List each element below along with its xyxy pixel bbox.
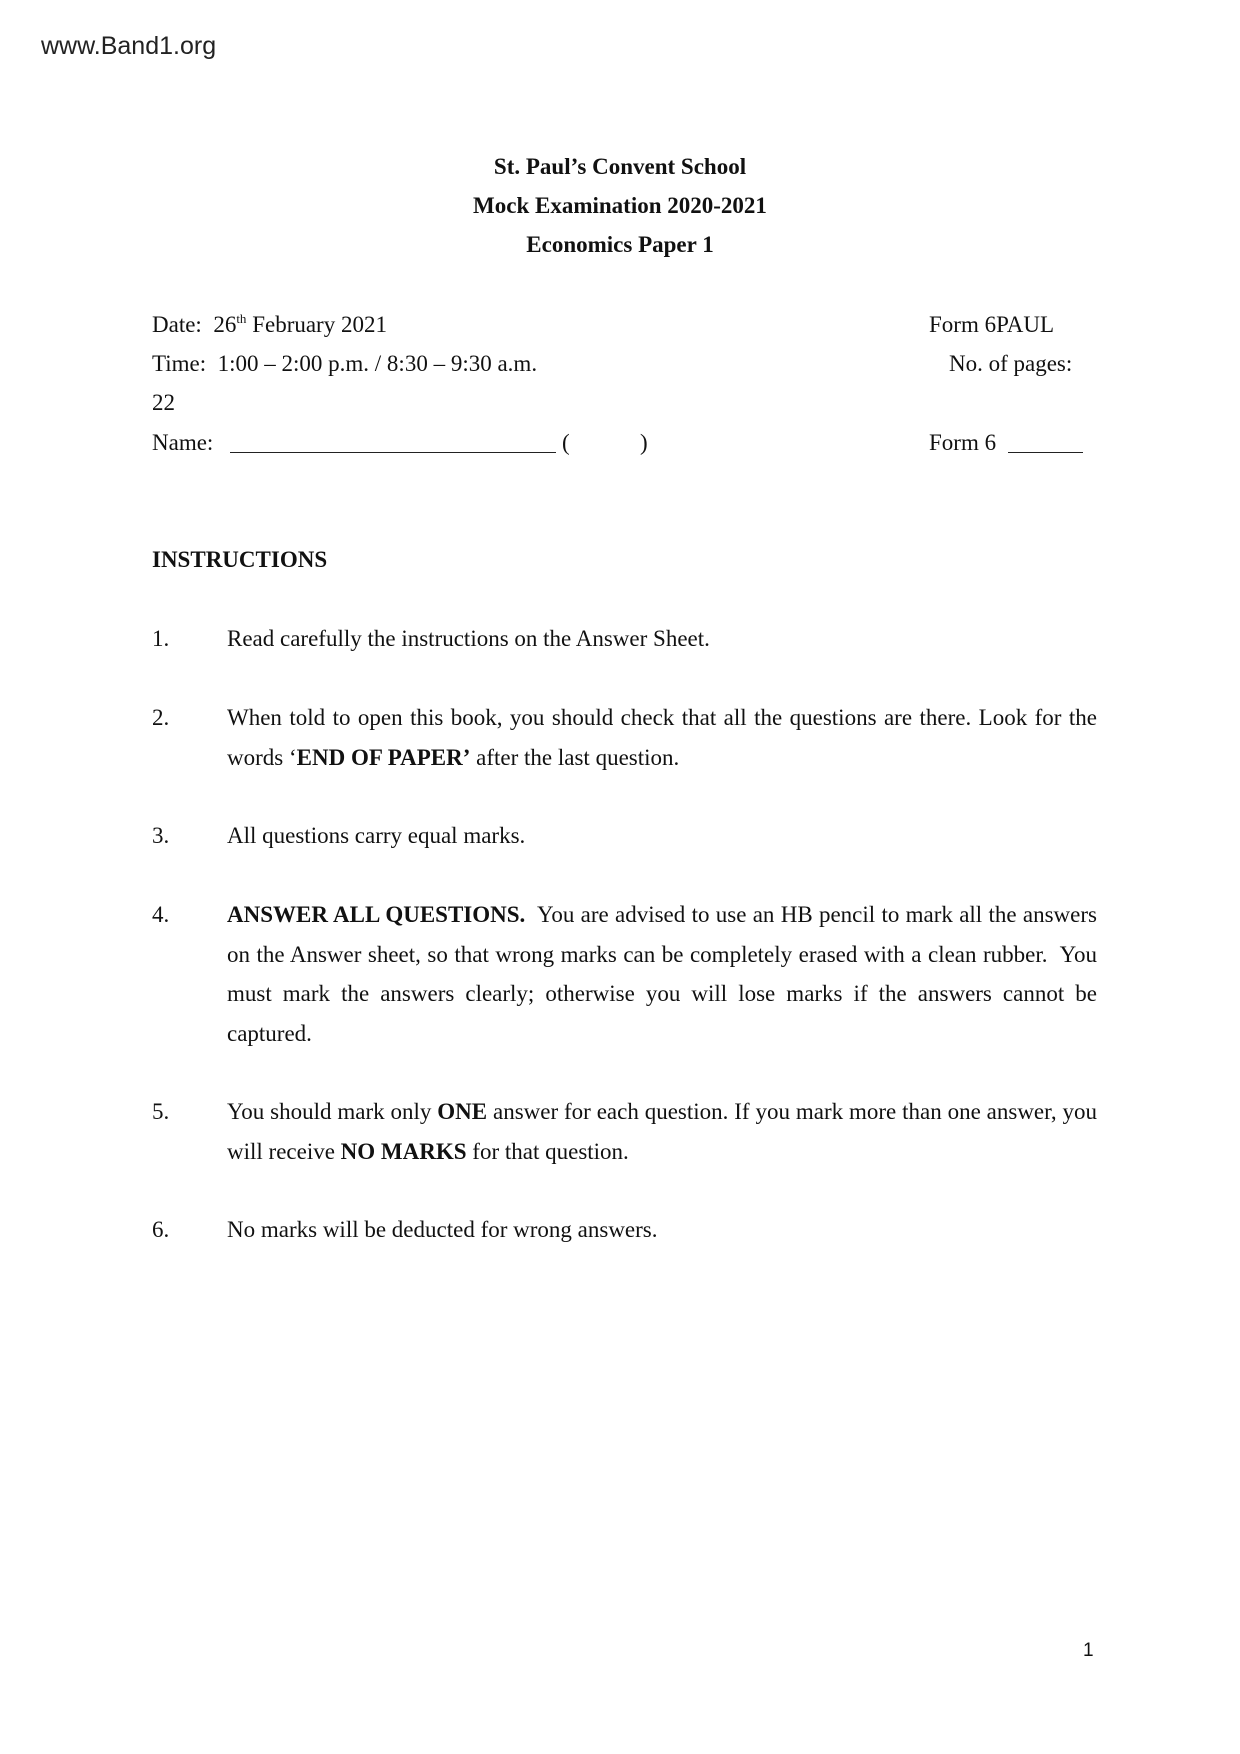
date-suffix: th — [236, 311, 247, 326]
pages-value: 22 — [152, 390, 175, 415]
item-number: 4. — [152, 902, 170, 927]
instruction-6: No marks will be deducted for wrong answers. — [227, 1217, 658, 1242]
item-number: 5. — [152, 1099, 170, 1124]
instruction-text: for that question. — [466, 1138, 629, 1164]
instruction-text: You should mark only — [227, 1099, 438, 1124]
date-label: Date: — [152, 312, 202, 337]
instruction-bold: NO MARKS — [340, 1138, 467, 1164]
name-label: Name: — [152, 430, 214, 455]
paper-title: Economics Paper 1 — [526, 232, 714, 257]
date-line — [152, 311, 387, 338]
instruction-text: You are advised to use an HB pencil to mark all the answers on the Answer sheet, so that wrong marks can be completely erased with a clean rubber. You must mark the answers clearly; otherwise you will lose marks if the answers cannot be captured. — [227, 902, 1103, 1046]
form-field[interactable] — [1008, 432, 1083, 453]
time-label: Time: — [152, 351, 207, 376]
instruction-bold: ONE — [437, 1099, 488, 1124]
name-field[interactable] — [230, 432, 556, 453]
item-number: 2. — [152, 705, 170, 730]
pages-label: No. of pages: — [949, 351, 1073, 376]
exam-title: Mock Examination 2020-2021 — [473, 193, 767, 218]
page-number: 1 — [1083, 1640, 1094, 1661]
paren-open: ( — [562, 430, 570, 455]
instruction-3: All questions carry equal marks. — [227, 823, 526, 848]
instruction-text: When told to open this book, you should check that all the questions are there. Look for the words ‘ — [227, 705, 1097, 770]
time-line — [152, 350, 537, 377]
instruction-text: after the last question. — [470, 744, 680, 770]
paren-close: ) — [640, 430, 648, 455]
instruction-text: answer for each question. If you mark more than one answer, you will receive — [227, 1099, 1097, 1164]
instruction-bold: END OF PAPER’ — [296, 744, 471, 770]
watermark: www.Band1.org — [41, 32, 217, 60]
instructions-heading: INSTRUCTIONS — [152, 547, 328, 572]
item-number: 1. — [152, 626, 170, 651]
instruction-4 — [227, 895, 1103, 1053]
instruction-1: Read carefully the instructions on the Answer Sheet. — [227, 626, 710, 651]
instruction-bold: ANSWER ALL QUESTIONS. — [227, 902, 526, 927]
item-number: 6. — [152, 1217, 170, 1242]
form-class: Form 6PAUL — [929, 312, 1055, 337]
form-label: Form 6 — [929, 430, 997, 455]
date-day: 26 — [213, 312, 237, 337]
instruction-5 — [227, 1092, 1097, 1171]
school-name: St. Paul’s Convent School — [493, 154, 747, 179]
time-value: 1:00 – 2:00 p.m. / 8:30 – 9:30 a.m. — [217, 351, 538, 376]
item-number: 3. — [152, 823, 170, 848]
instruction-2 — [227, 698, 1097, 777]
date-rest: February 2021 — [252, 312, 387, 337]
